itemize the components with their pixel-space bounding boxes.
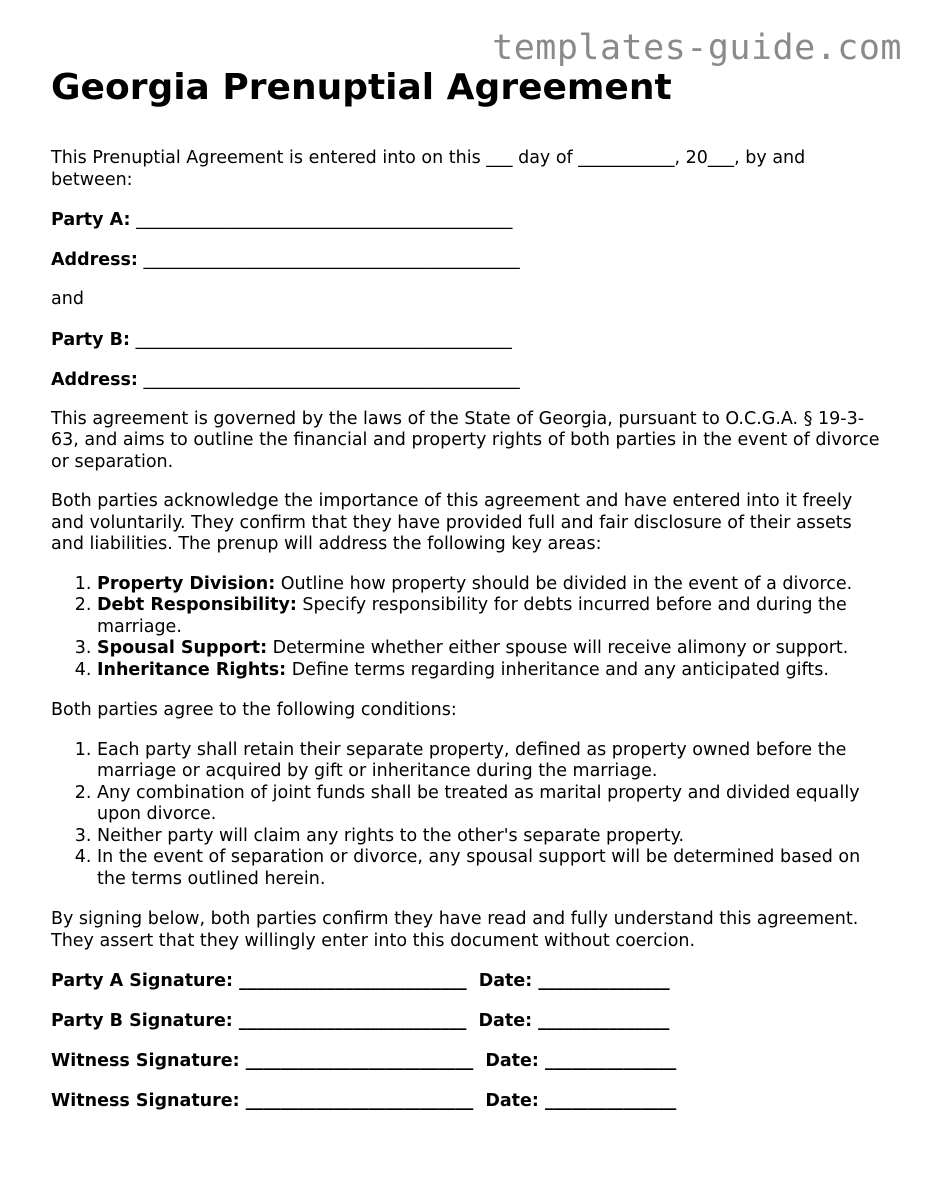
key-area-text: Determine whether either spouse will receive alimony or support. [267, 638, 849, 658]
party-a-address-label: Address: [51, 250, 138, 270]
party-a-field [51, 209, 883, 231]
list-item [97, 574, 883, 596]
list-item [97, 595, 883, 638]
watermark: templates-guide.com [492, 28, 902, 68]
key-area-text: Define terms regarding inheritance and any anticipated gifts. [286, 659, 829, 680]
list-item [97, 638, 883, 660]
party-a-label: Party A: [51, 210, 131, 230]
conditions-list [51, 740, 883, 891]
acknowledgement-paragraph: Both parties acknowledge the importance of this agreement and have entered into it freely and voluntarily. They confirm that they have provided full and fair disclosure of their assets and liabilities. The prenup will address the following key areas: [51, 491, 853, 554]
party-b-address-label: Address: [51, 369, 138, 390]
key-area-term: Inheritance Rights: [97, 659, 287, 680]
party-b-address-field [51, 369, 883, 391]
date-blank[interactable]: _______________ [538, 971, 670, 991]
key-area-text: Specify responsibility for debts incurred before and during the marriage. [97, 595, 847, 637]
date-label: Date: [485, 1091, 539, 1111]
closing-paragraph: By signing below, both parties confirm they have read and fully understand this agreement. They assert that they willingly enter into this document without coercion. [51, 909, 859, 951]
party-a-address-field [51, 249, 883, 271]
conditions-intro: Both parties agree to the following conditions: [51, 700, 457, 720]
governing-law-paragraph: This agreement is governed by the laws of the State of Georgia, pursuant to O.C.G.A. § 19-3-63, and aims to outline the financial and property rights of both parties in the event of divorce or separation. [51, 408, 880, 472]
signature-blank[interactable]: __________________________ [239, 971, 467, 991]
party-a-signature-row [51, 970, 883, 992]
witness-2-signature-row [51, 1090, 883, 1112]
key-area-text: Outline how property should be divided in the event of a divorce. [275, 573, 853, 594]
signature-blank[interactable]: __________________________ [238, 1011, 467, 1031]
signature-label: Witness Signature: [51, 1051, 240, 1071]
date-label: Date: [478, 971, 533, 991]
date-blank[interactable]: _______________ [538, 1011, 670, 1031]
and-text: and [51, 289, 84, 309]
key-area-term: Spousal Support: [97, 638, 268, 658]
party-b-signature-row [51, 1010, 883, 1032]
list-item [97, 660, 883, 682]
party-b-label: Party B: [51, 329, 130, 350]
date-label: Date: [485, 1051, 539, 1071]
document-page [51, 66, 883, 1130]
signature-label: Party B Signature: [51, 1011, 233, 1031]
list-item: 4. In the event of separation or divorce, any spousal support will be determined based on the terms outlined herein. [97, 847, 883, 890]
party-a-address-blank[interactable]: ___________________________________________ [143, 250, 520, 270]
date-blank[interactable]: _______________ [545, 1091, 677, 1111]
key-area-term: Property Division: [97, 573, 276, 594]
list-item: 2. Any combination of joint funds shall be treated as marital property and divided equally upon divorce. [97, 783, 883, 826]
party-b-field [51, 329, 883, 351]
intro-paragraph: This Prenuptial Agreement is entered into on this ___ day of ___________, 20___, by and between: [51, 148, 806, 190]
signature-blank[interactable]: __________________________ [245, 1091, 474, 1111]
list-item: 1. Each party shall retain their separate property, defined as property owned before the marriage or acquired by gift or inheritance during the marriage. [97, 740, 883, 783]
list-item: 3. Neither party will claim any rights to the other's separate property. [97, 826, 883, 848]
signature-blank[interactable]: __________________________ [245, 1051, 474, 1071]
date-label: Date: [478, 1011, 533, 1031]
party-b-blank[interactable]: ___________________________________________ [135, 329, 512, 350]
party-b-address-blank[interactable]: ___________________________________________ [143, 369, 520, 390]
witness-1-signature-row [51, 1050, 883, 1072]
key-area-term: Debt Responsibility: [97, 595, 297, 615]
page-title: Georgia Prenuptial Agreement [51, 67, 672, 108]
signature-label: Party A Signature: [51, 971, 234, 991]
signature-label: Witness Signature: [51, 1091, 240, 1111]
key-areas-list [51, 574, 883, 682]
date-blank[interactable]: _______________ [545, 1051, 677, 1071]
party-a-blank[interactable]: ___________________________________________ [136, 210, 513, 230]
